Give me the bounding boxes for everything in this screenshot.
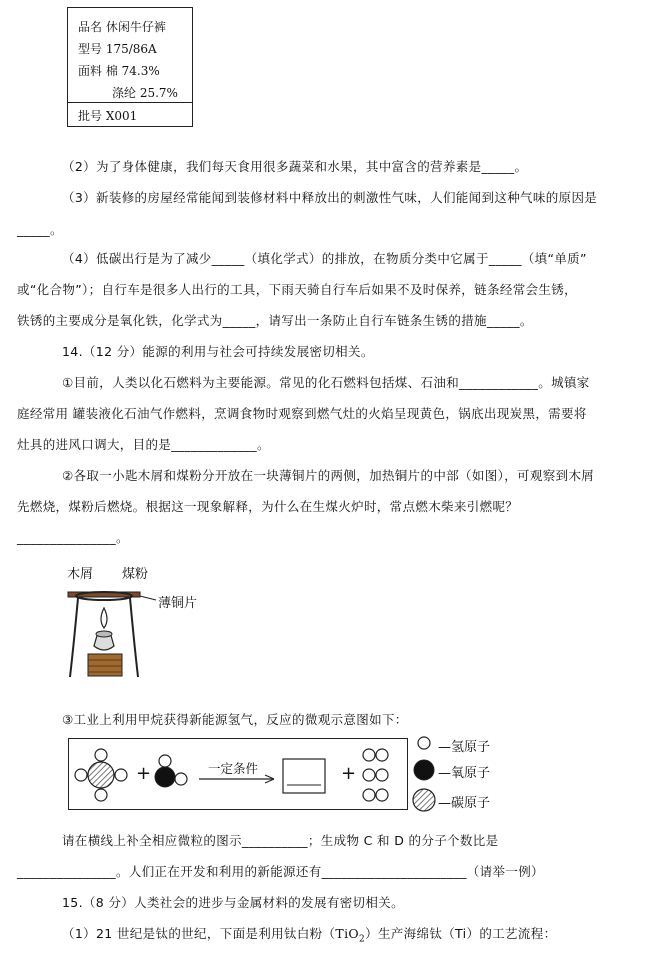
heating-experiment-figure: [60, 562, 280, 692]
legend-carbon: —碳原子: [438, 796, 491, 811]
question-4-line2: 或“化合物”）；自行车是很多人出行的工具，下雨天骑自行车后如果不及时保养，链条经常会生锈，: [17, 282, 577, 297]
tio2-formula-main: TiO: [335, 926, 360, 941]
question-14-1-line3: 灶具的进风口调大，目的是_____________。: [17, 437, 270, 452]
oxygen-atom-icon: [414, 760, 434, 780]
question-3-line1: （3）新装修的房屋经常能闻到装修材料中释放出的刺激性气味，人们能闻到这种气味的原因是: [62, 190, 598, 205]
coal-powder-label: 煤粉: [122, 567, 149, 582]
wood-shavings-label: 木屑: [67, 567, 94, 582]
question-14-3-line2: 请在横线上补全相应微粒的图示__________；生成物 C 和 D 的分子个数比是: [62, 833, 499, 848]
question-2: （2）为了身体健康，我们每天食用很多蔬菜和水果，其中富含的营养素是_____。: [62, 159, 528, 174]
question-14-2-line1: ②各取一小匙木屑和煤粉分开放在一块薄铜片的两侧，加热铜片的中部（如图），可观察到木屑: [62, 468, 595, 483]
question-14-2-line3: _______________。: [17, 530, 129, 545]
question-15-1: [62, 924, 556, 945]
clothing-label-card: [67, 7, 193, 127]
hydrogen-atom-icon: [418, 737, 430, 749]
label-product-name: 品名 休闲牛仔裤: [78, 20, 166, 34]
question-14-2-line2: 先燃烧，煤粉后燃烧。根据这一现象解释，为什么在生煤火炉时，常点燃木柴来引燃呢？: [17, 499, 519, 514]
plus-sign-1: +: [136, 763, 152, 784]
reaction-diagram-box: [68, 738, 408, 810]
question-4-line1: （4）低碳出行是为了减少_____（填化学式）的排放，在物质分类中它属于_____（填“单质”: [62, 251, 587, 266]
carbon-atom-icon: [413, 789, 435, 811]
reaction-condition-label: 一定条件: [208, 761, 259, 776]
atom-legend-icons: [410, 734, 440, 814]
label-model: 型号 175/86A: [78, 42, 157, 56]
label-fabric-polyester: 涤纶 25.7%: [112, 86, 178, 100]
tripod-burner-drawing: [60, 562, 280, 692]
question-14-1-line2: 庭经常用 罐装液化石油气作燃料，烹调食物时观察到燃气灶的火焰呈现黄色，锅底出现炭黑，需要将: [17, 406, 587, 421]
question-3-line2: _____。: [17, 222, 63, 237]
question-15-1-text-b: ）生产海绵钛（Ti）的工艺流程：: [365, 926, 557, 941]
tio2-formula: [335, 926, 366, 945]
tio2-formula-subscript: 2: [359, 934, 366, 945]
plus-sign-2: +: [341, 763, 357, 784]
legend-hydrogen: —氢原子: [438, 740, 491, 755]
label-fabric-cotton: 面料 棉 74.3%: [78, 64, 160, 78]
question-15-1-text-a: （1）21 世纪是钛的世纪，下面是利用钛白粉（: [62, 926, 336, 941]
question-15-title: 15.（8 分）人类社会的进步与金属材料的发展有密切相关。: [62, 895, 404, 910]
question-4-line3: 铁锈的主要成分是氧化铁，化学式为_____，请写出一条防止自行车链条生锈的措施_____。: [17, 313, 533, 328]
copper-plate-label: 薄铜片: [158, 596, 198, 611]
question-14-3-intro: ③工业上利用甲烷获得新能源氢气，反应的微观示意图如下：: [62, 712, 408, 727]
question-14-1-line1: ①目前，人类以化石燃料为主要能源。常见的化石燃料包括煤、石油和____________。城镇家: [62, 375, 590, 390]
label-divider: [68, 102, 192, 103]
question-14-title: 14.（12 分）能源的利用与社会可持续发展密切相关。: [62, 344, 374, 359]
legend-oxygen: —氧原子: [438, 766, 491, 781]
label-batch: 批号 X001: [78, 109, 138, 123]
question-14-3-line3: _______________。人们正在开发和利用的新能源还有______________________（请举一例）: [17, 864, 544, 879]
